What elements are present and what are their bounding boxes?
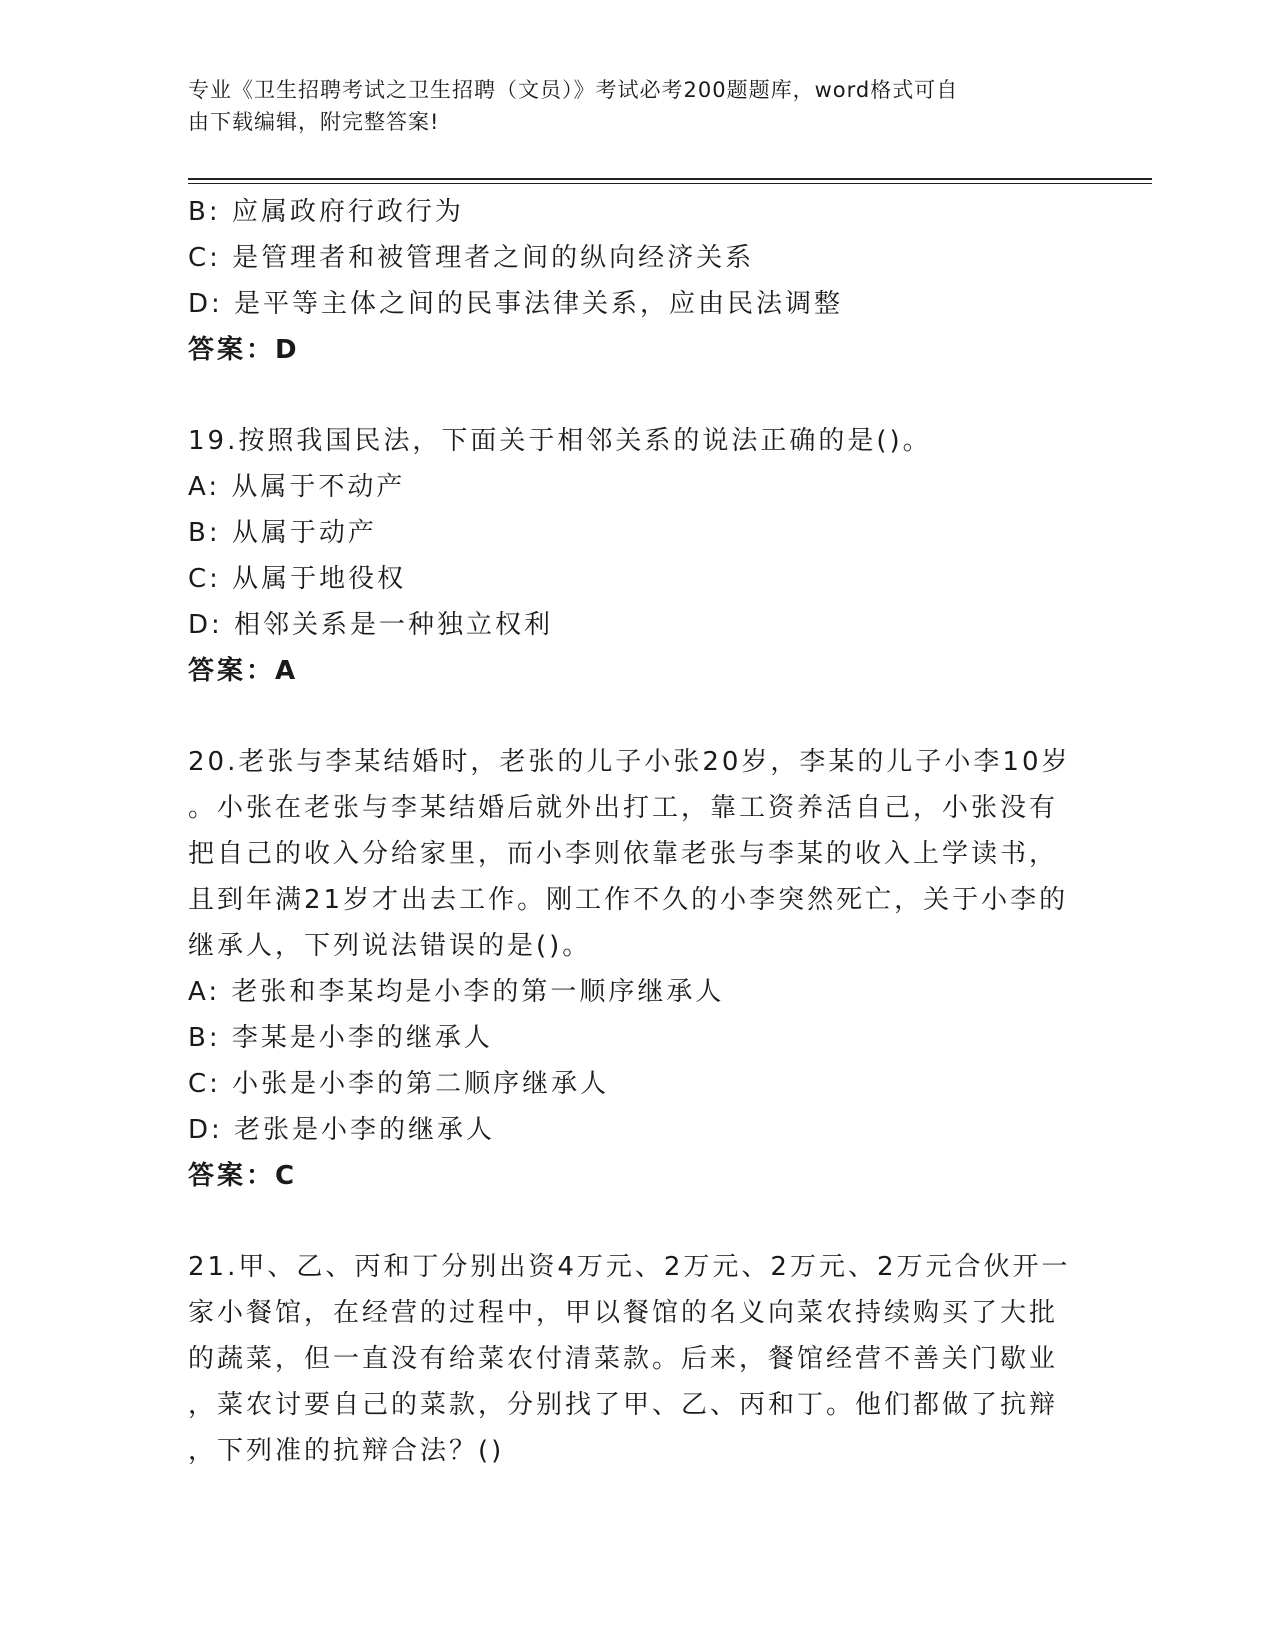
- option-b: B: 李某是小李的继承人: [188, 1023, 493, 1053]
- question-21-text-line: ，下列准的抗辩合法？(): [188, 1436, 505, 1466]
- question-20-text-line: 且到年满21岁才出去工作。刚工作不久的小李突然死亡，关于小李的: [188, 885, 1069, 915]
- question-20-text-line: 继承人，下列说法错误的是()。: [188, 931, 592, 961]
- option-d: D: 是平等主体之间的民事法律关系，应由民法调整: [188, 289, 844, 319]
- page-header: [188, 74, 1068, 138]
- question-20-text-line: 20.老张与李某结婚时，老张的儿子小张20岁，李某的儿子小李10岁: [188, 747, 1071, 777]
- question-20-text-line: 把自己的收入分给家里，而小李则依靠老张与李某的收入上学读书，: [188, 839, 1059, 869]
- question-21-text-line: ，菜农讨要自己的菜款，分别找了甲、乙、丙和丁。他们都做了抗辩: [188, 1390, 1059, 1420]
- answer-line: 答案：C: [188, 1161, 298, 1191]
- question-20-block: [188, 739, 1088, 1199]
- option-a: A: 老张和李某均是小李的第一顺序继承人: [188, 977, 725, 1007]
- question-21-text-line: 的蔬菜，但一直没有给菜农付清菜款。后来，餐馆经营不善关门歇业: [188, 1344, 1059, 1374]
- option-b: B: 应属政府行政行为: [188, 197, 464, 227]
- spacer: [188, 1199, 1088, 1244]
- question-21-block: [188, 1244, 1088, 1474]
- question-21-text-line: 家小餐馆，在经营的过程中，甲以餐馆的名义向菜农持续购买了大批: [188, 1298, 1059, 1328]
- header-divider-thin: [188, 183, 1152, 184]
- answer-line: 答案：A: [188, 656, 299, 686]
- spacer: [188, 373, 1088, 418]
- question-content: [188, 189, 1088, 1474]
- option-b: B: 从属于动产: [188, 518, 377, 548]
- question-21-text-line: 21.甲、乙、丙和丁分别出资4万元、2万元、2万元、2万元合伙开一: [188, 1252, 1071, 1282]
- answer-line: 答案：D: [188, 335, 300, 365]
- spacer: [188, 694, 1088, 739]
- previous-question-block: [188, 189, 1088, 373]
- question-20-text-line: 。小张在老张与李某结婚后就外出打工，靠工资养活自己，小张没有: [188, 793, 1059, 823]
- option-c: C: 从属于地役权: [188, 564, 407, 594]
- question-19-text: 19.按照我国民法，下面关于相邻关系的说法正确的是()。: [188, 426, 932, 456]
- header-line-2: 由下载编辑，附完整答案!: [188, 110, 440, 134]
- question-19-block: [188, 418, 1088, 694]
- header-divider-thick: [188, 178, 1152, 180]
- option-d: D: 相邻关系是一种独立权利: [188, 610, 554, 640]
- option-c: C: 是管理者和被管理者之间的纵向经济关系: [188, 243, 755, 273]
- option-d: D: 老张是小李的继承人: [188, 1115, 496, 1145]
- header-line-1: 专业《卫生招聘考试之卫生招聘（文员）》考试必考200题题库，word格式可自: [188, 78, 959, 102]
- option-c: C: 小张是小李的第二顺序继承人: [188, 1069, 610, 1099]
- option-a: A: 从属于不动产: [188, 472, 406, 502]
